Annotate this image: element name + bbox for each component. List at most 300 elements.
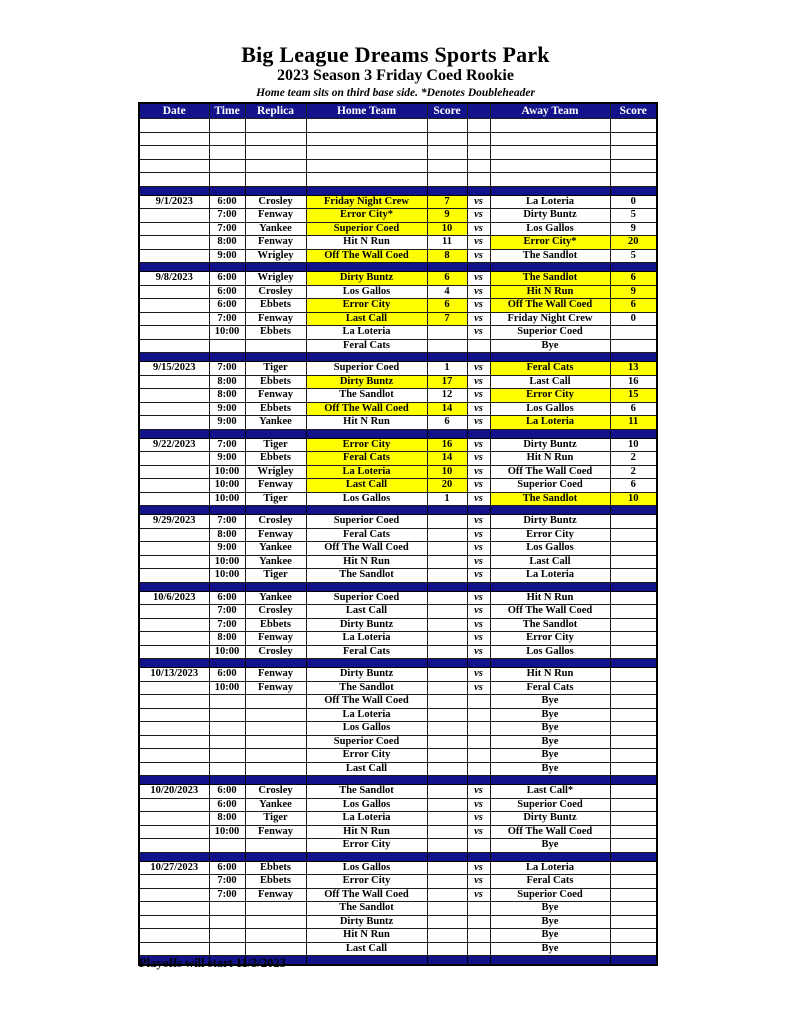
- time-cell: [209, 722, 245, 736]
- time-cell: 7:00: [209, 605, 245, 619]
- date-cell: [139, 285, 209, 299]
- empty-vs-cell: [467, 119, 490, 133]
- separator-cell: [490, 582, 610, 591]
- separator-cell: [245, 776, 306, 785]
- home-team-cell: Feral Cats: [306, 452, 427, 466]
- separator-cell: [490, 429, 610, 438]
- replica-cell: [245, 902, 306, 916]
- away-score-cell: [610, 722, 657, 736]
- away-score-cell: 10: [610, 438, 657, 452]
- separator-cell: [245, 582, 306, 591]
- home-score-cell: [427, 542, 467, 556]
- home-team-cell: The Sandlot: [306, 569, 427, 583]
- vs-cell: vs: [467, 299, 490, 313]
- section-separator: [139, 776, 657, 785]
- away-team-cell: La Loteria: [490, 416, 610, 430]
- separator-cell: [245, 429, 306, 438]
- date-cell: 9/8/2023: [139, 272, 209, 286]
- game-row: [139, 555, 657, 569]
- game-row: [139, 272, 657, 286]
- game-row: [139, 452, 657, 466]
- away-score-cell: [610, 632, 657, 646]
- vs-cell: [467, 749, 490, 763]
- date-cell: [139, 528, 209, 542]
- separator-cell: [610, 263, 657, 272]
- empty-away-team-cell: [490, 119, 610, 133]
- game-row: [139, 209, 657, 223]
- bye-row: [139, 915, 657, 929]
- date-cell: [139, 402, 209, 416]
- time-cell: 7:00: [209, 438, 245, 452]
- date-cell: [139, 605, 209, 619]
- game-row: [139, 438, 657, 452]
- home-score-cell: 7: [427, 195, 467, 209]
- game-row: [139, 312, 657, 326]
- away-team-cell: Feral Cats: [490, 681, 610, 695]
- home-score-cell: [427, 915, 467, 929]
- game-row: [139, 569, 657, 583]
- home-team-cell: Dirty Buntz: [306, 375, 427, 389]
- time-cell: 10:00: [209, 479, 245, 493]
- page-subtitle: 2023 Season 3 Friday Coed Rookie: [277, 67, 514, 84]
- away-team-cell: The Sandlot: [490, 492, 610, 506]
- separator-cell: [306, 186, 427, 195]
- home-team-cell: Off The Wall Coed: [306, 249, 427, 263]
- date-cell: [139, 888, 209, 902]
- date-cell: [139, 762, 209, 776]
- bye-row: [139, 929, 657, 943]
- column-header-away-team: Away Team: [490, 103, 610, 119]
- away-score-cell: [610, 902, 657, 916]
- date-cell: [139, 452, 209, 466]
- away-score-cell: [610, 515, 657, 529]
- away-score-cell: [610, 618, 657, 632]
- home-score-cell: [427, 722, 467, 736]
- home-score-cell: [427, 339, 467, 353]
- replica-cell: Fenway: [245, 209, 306, 223]
- replica-cell: Crosley: [245, 605, 306, 619]
- home-team-cell: Last Call: [306, 312, 427, 326]
- empty-time-cell: [209, 173, 245, 187]
- date-cell: 9/15/2023: [139, 362, 209, 376]
- away-score-cell: 6: [610, 272, 657, 286]
- away-team-cell: Superior Coed: [490, 888, 610, 902]
- separator-cell: [490, 776, 610, 785]
- away-score-cell: [610, 785, 657, 799]
- home-score-cell: [427, 749, 467, 763]
- away-team-cell: Bye: [490, 929, 610, 943]
- away-team-cell: La Loteria: [490, 861, 610, 875]
- separator-cell: [139, 506, 209, 515]
- empty-replica-cell: [245, 159, 306, 173]
- game-row: [139, 389, 657, 403]
- vs-cell: vs: [467, 438, 490, 452]
- empty-date-cell: [139, 159, 209, 173]
- time-cell: 6:00: [209, 591, 245, 605]
- home-team-note: Home team sits on third base side. *Denotes Doubleheader: [256, 87, 535, 99]
- home-score-cell: [427, 528, 467, 542]
- column-header-replica: Replica: [245, 103, 306, 119]
- replica-cell: Fenway: [245, 632, 306, 646]
- time-cell: 10:00: [209, 645, 245, 659]
- replica-cell: [245, 695, 306, 709]
- time-cell: 6:00: [209, 272, 245, 286]
- vs-cell: vs: [467, 861, 490, 875]
- home-team-cell: Error City: [306, 749, 427, 763]
- bye-row: [139, 902, 657, 916]
- home-score-cell: [427, 875, 467, 889]
- replica-cell: Fenway: [245, 389, 306, 403]
- replica-cell: [245, 915, 306, 929]
- time-cell: [209, 839, 245, 853]
- separator-cell: [209, 659, 245, 668]
- date-cell: [139, 929, 209, 943]
- empty-replica-cell: [245, 173, 306, 187]
- empty-replica-cell: [245, 119, 306, 133]
- game-row: [139, 402, 657, 416]
- empty-away-score-cell: [610, 146, 657, 160]
- time-cell: 9:00: [209, 452, 245, 466]
- date-cell: [139, 312, 209, 326]
- game-row: [139, 825, 657, 839]
- game-row: [139, 681, 657, 695]
- column-header-date: Date: [139, 103, 209, 119]
- home-team-cell: Last Call: [306, 762, 427, 776]
- separator-cell: [467, 956, 490, 966]
- home-team-cell: Off The Wall Coed: [306, 888, 427, 902]
- vs-cell: [467, 915, 490, 929]
- empty-row: [139, 173, 657, 187]
- separator-cell: [427, 263, 467, 272]
- time-cell: [209, 762, 245, 776]
- bye-row: [139, 695, 657, 709]
- home-team-cell: Error City: [306, 875, 427, 889]
- replica-cell: Yankee: [245, 798, 306, 812]
- away-team-cell: Off The Wall Coed: [490, 465, 610, 479]
- home-score-cell: [427, 645, 467, 659]
- vs-cell: vs: [467, 312, 490, 326]
- game-row: [139, 416, 657, 430]
- time-cell: 9:00: [209, 249, 245, 263]
- away-team-cell: Last Call*: [490, 785, 610, 799]
- replica-cell: Crosley: [245, 785, 306, 799]
- date-cell: [139, 222, 209, 236]
- date-cell: 10/6/2023: [139, 591, 209, 605]
- home-score-cell: [427, 861, 467, 875]
- away-team-cell: Bye: [490, 339, 610, 353]
- away-team-cell: Feral Cats: [490, 362, 610, 376]
- date-cell: [139, 492, 209, 506]
- time-cell: 6:00: [209, 299, 245, 313]
- date-cell: [139, 942, 209, 956]
- home-team-cell: Error City*: [306, 209, 427, 223]
- replica-cell: Crosley: [245, 645, 306, 659]
- replica-cell: Fenway: [245, 668, 306, 682]
- away-team-cell: Hit N Run: [490, 452, 610, 466]
- game-row: [139, 515, 657, 529]
- home-score-cell: 10: [427, 222, 467, 236]
- replica-cell: Yankee: [245, 416, 306, 430]
- separator-cell: [427, 353, 467, 362]
- vs-cell: vs: [467, 605, 490, 619]
- vs-cell: vs: [467, 209, 490, 223]
- separator-cell: [610, 353, 657, 362]
- away-team-cell: Last Call: [490, 375, 610, 389]
- vs-cell: vs: [467, 492, 490, 506]
- away-team-cell: Bye: [490, 735, 610, 749]
- away-team-cell: Off The Wall Coed: [490, 299, 610, 313]
- home-score-cell: 17: [427, 375, 467, 389]
- separator-cell: [490, 186, 610, 195]
- replica-cell: Ebbets: [245, 299, 306, 313]
- time-cell: [209, 695, 245, 709]
- separator-cell: [467, 429, 490, 438]
- date-cell: [139, 326, 209, 340]
- home-score-cell: 6: [427, 416, 467, 430]
- vs-cell: vs: [467, 452, 490, 466]
- away-score-cell: [610, 605, 657, 619]
- replica-cell: [245, 942, 306, 956]
- replica-cell: Fenway: [245, 479, 306, 493]
- separator-cell: [306, 956, 427, 966]
- time-cell: 6:00: [209, 195, 245, 209]
- away-team-cell: Superior Coed: [490, 798, 610, 812]
- separator-cell: [306, 263, 427, 272]
- replica-cell: Tiger: [245, 569, 306, 583]
- home-score-cell: 6: [427, 272, 467, 286]
- separator-cell: [245, 506, 306, 515]
- date-cell: [139, 798, 209, 812]
- time-cell: [209, 929, 245, 943]
- away-score-cell: 9: [610, 222, 657, 236]
- home-team-cell: The Sandlot: [306, 389, 427, 403]
- home-team-cell: Superior Coed: [306, 591, 427, 605]
- date-cell: [139, 618, 209, 632]
- vs-cell: vs: [467, 389, 490, 403]
- separator-cell: [490, 353, 610, 362]
- away-score-cell: [610, 812, 657, 826]
- game-row: [139, 362, 657, 376]
- game-row: [139, 492, 657, 506]
- home-score-cell: [427, 785, 467, 799]
- time-cell: 7:00: [209, 515, 245, 529]
- empty-away-team-cell: [490, 173, 610, 187]
- game-row: [139, 285, 657, 299]
- away-team-cell: Dirty Buntz: [490, 438, 610, 452]
- away-score-cell: [610, 326, 657, 340]
- game-row: [139, 299, 657, 313]
- separator-cell: [610, 852, 657, 861]
- home-score-cell: [427, 569, 467, 583]
- home-team-cell: La Loteria: [306, 465, 427, 479]
- separator-cell: [490, 263, 610, 272]
- time-cell: 9:00: [209, 542, 245, 556]
- column-header-home-team: Home Team: [306, 103, 427, 119]
- section-separator: [139, 429, 657, 438]
- time-cell: [209, 339, 245, 353]
- vs-cell: vs: [467, 479, 490, 493]
- away-score-cell: [610, 875, 657, 889]
- time-cell: 10:00: [209, 326, 245, 340]
- away-score-cell: 6: [610, 299, 657, 313]
- home-score-cell: 16: [427, 438, 467, 452]
- time-cell: 6:00: [209, 285, 245, 299]
- away-team-cell: Hit N Run: [490, 285, 610, 299]
- away-score-cell: [610, 668, 657, 682]
- replica-cell: Ebbets: [245, 326, 306, 340]
- away-score-cell: [610, 681, 657, 695]
- separator-cell: [209, 506, 245, 515]
- replica-cell: Wrigley: [245, 465, 306, 479]
- separator-cell: [610, 506, 657, 515]
- game-row: [139, 528, 657, 542]
- home-team-cell: The Sandlot: [306, 785, 427, 799]
- date-cell: [139, 695, 209, 709]
- column-header-time: Time: [209, 103, 245, 119]
- home-score-cell: [427, 839, 467, 853]
- away-team-cell: Bye: [490, 762, 610, 776]
- vs-cell: vs: [467, 528, 490, 542]
- away-team-cell: Los Gallos: [490, 645, 610, 659]
- away-score-cell: [610, 542, 657, 556]
- separator-cell: [306, 582, 427, 591]
- empty-date-cell: [139, 132, 209, 146]
- away-team-cell: Error City*: [490, 236, 610, 250]
- away-score-cell: [610, 762, 657, 776]
- replica-cell: Ebbets: [245, 875, 306, 889]
- empty-date-cell: [139, 173, 209, 187]
- separator-cell: [467, 353, 490, 362]
- separator-cell: [610, 776, 657, 785]
- vs-cell: [467, 839, 490, 853]
- game-row: [139, 605, 657, 619]
- home-team-cell: Last Call: [306, 479, 427, 493]
- away-team-cell: Off The Wall Coed: [490, 605, 610, 619]
- home-team-cell: Hit N Run: [306, 555, 427, 569]
- empty-away-team-cell: [490, 132, 610, 146]
- away-team-cell: The Sandlot: [490, 249, 610, 263]
- away-score-cell: [610, 555, 657, 569]
- replica-cell: Tiger: [245, 362, 306, 376]
- away-score-cell: 20: [610, 236, 657, 250]
- date-cell: [139, 375, 209, 389]
- away-score-cell: 9: [610, 285, 657, 299]
- replica-cell: [245, 929, 306, 943]
- time-cell: 9:00: [209, 416, 245, 430]
- game-row: [139, 465, 657, 479]
- date-cell: [139, 339, 209, 353]
- away-score-cell: 2: [610, 465, 657, 479]
- away-score-cell: [610, 888, 657, 902]
- empty-vs-cell: [467, 146, 490, 160]
- home-team-cell: Error City: [306, 839, 427, 853]
- home-score-cell: 6: [427, 299, 467, 313]
- separator-cell: [245, 659, 306, 668]
- game-row: [139, 875, 657, 889]
- replica-cell: Yankee: [245, 222, 306, 236]
- home-score-cell: 1: [427, 362, 467, 376]
- away-team-cell: Error City: [490, 389, 610, 403]
- separator-cell: [139, 429, 209, 438]
- empty-time-cell: [209, 159, 245, 173]
- home-team-cell: Superior Coed: [306, 515, 427, 529]
- time-cell: [209, 942, 245, 956]
- game-row: [139, 798, 657, 812]
- home-score-cell: 1: [427, 492, 467, 506]
- away-team-cell: Error City: [490, 528, 610, 542]
- empty-home-team-cell: [306, 173, 427, 187]
- date-cell: [139, 645, 209, 659]
- vs-cell: [467, 708, 490, 722]
- separator-cell: [427, 776, 467, 785]
- home-score-cell: [427, 555, 467, 569]
- game-row: [139, 542, 657, 556]
- time-cell: 7:00: [209, 875, 245, 889]
- separator-cell: [139, 852, 209, 861]
- vs-cell: vs: [467, 632, 490, 646]
- empty-row: [139, 119, 657, 133]
- replica-cell: [245, 339, 306, 353]
- vs-cell: [467, 902, 490, 916]
- date-cell: [139, 479, 209, 493]
- vs-cell: [467, 339, 490, 353]
- empty-home-score-cell: [427, 119, 467, 133]
- away-score-cell: [610, 645, 657, 659]
- home-score-cell: [427, 681, 467, 695]
- separator-cell: [245, 852, 306, 861]
- date-cell: [139, 632, 209, 646]
- home-score-cell: 9: [427, 209, 467, 223]
- date-cell: [139, 555, 209, 569]
- game-row: [139, 591, 657, 605]
- date-cell: [139, 839, 209, 853]
- vs-cell: vs: [467, 195, 490, 209]
- home-team-cell: La Loteria: [306, 708, 427, 722]
- section-separator: [139, 186, 657, 195]
- separator-cell: [139, 582, 209, 591]
- away-score-cell: 6: [610, 402, 657, 416]
- replica-cell: Yankee: [245, 542, 306, 556]
- empty-time-cell: [209, 119, 245, 133]
- separator-cell: [427, 659, 467, 668]
- section-separator: [139, 852, 657, 861]
- time-cell: 8:00: [209, 389, 245, 403]
- vs-cell: vs: [467, 888, 490, 902]
- separator-cell: [467, 506, 490, 515]
- home-score-cell: [427, 735, 467, 749]
- empty-home-score-cell: [427, 159, 467, 173]
- separator-cell: [490, 956, 610, 966]
- away-team-cell: Bye: [490, 839, 610, 853]
- date-cell: [139, 708, 209, 722]
- vs-cell: vs: [467, 272, 490, 286]
- empty-away-score-cell: [610, 119, 657, 133]
- bye-row: [139, 762, 657, 776]
- home-score-cell: [427, 812, 467, 826]
- empty-home-team-cell: [306, 159, 427, 173]
- replica-cell: Fenway: [245, 236, 306, 250]
- vs-cell: vs: [467, 326, 490, 340]
- time-cell: [209, 915, 245, 929]
- away-team-cell: Bye: [490, 915, 610, 929]
- page-title: Big League Dreams Sports Park: [241, 42, 550, 67]
- home-score-cell: [427, 902, 467, 916]
- away-score-cell: 10: [610, 492, 657, 506]
- replica-cell: Yankee: [245, 555, 306, 569]
- empty-home-score-cell: [427, 146, 467, 160]
- home-score-cell: [427, 326, 467, 340]
- game-row: [139, 861, 657, 875]
